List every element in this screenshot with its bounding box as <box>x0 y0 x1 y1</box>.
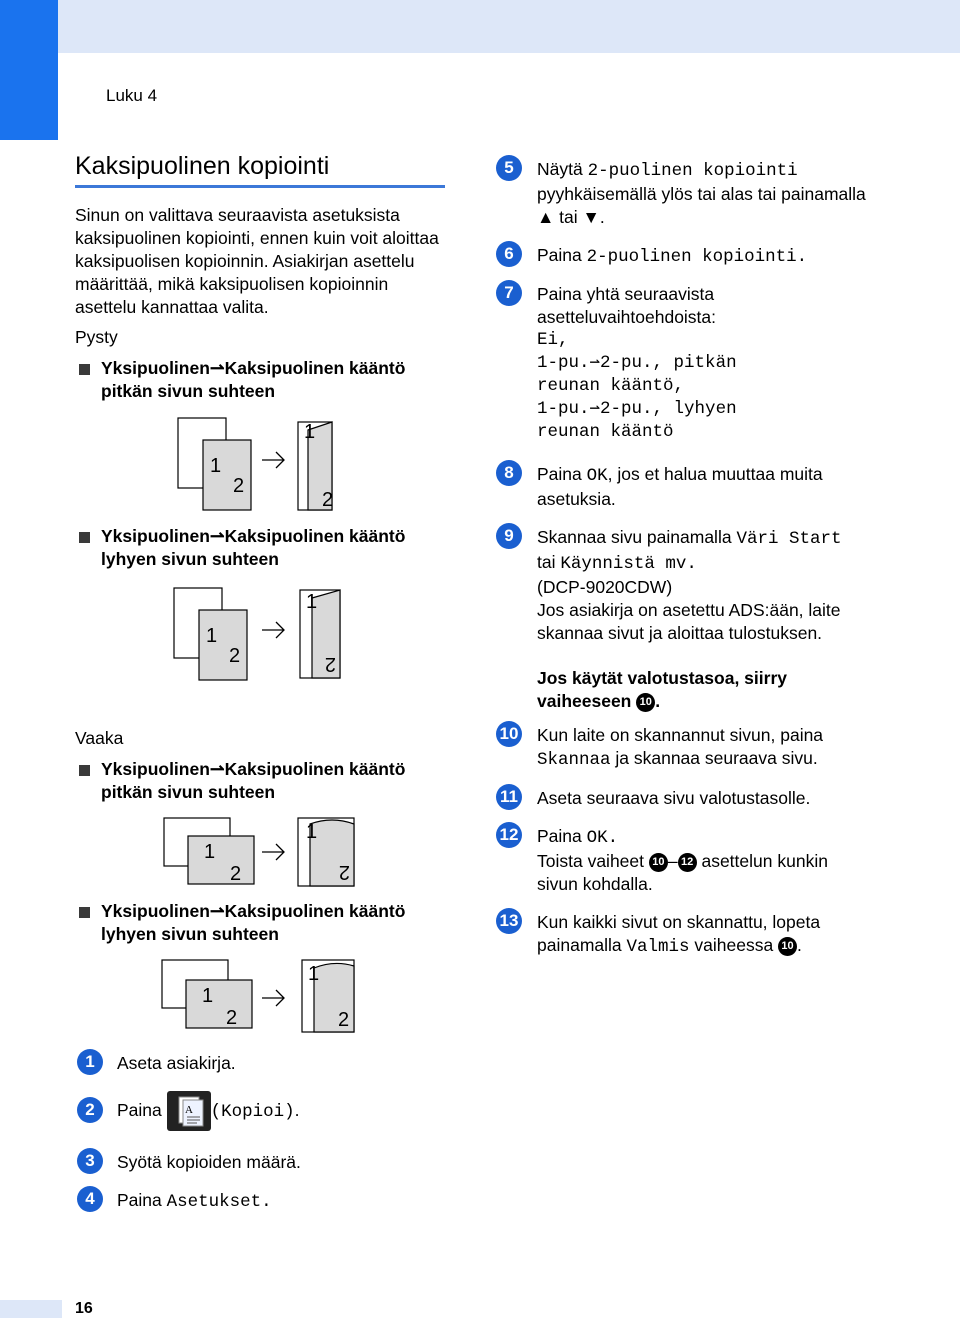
step-2-text <box>117 1088 300 1134</box>
figure-label-one: 1 <box>210 455 222 477</box>
step-2-post: . <box>294 1100 300 1120</box>
layout-option-short-edge: 1-pu.⇀2-pu., lyhyen <box>537 399 737 419</box>
step-3-text: Syötä kopioiden määrä. <box>117 1152 301 1172</box>
step-12-dash: – <box>667 851 678 871</box>
arrow-icon <box>262 990 284 1006</box>
figure-label-one: 1 <box>306 821 318 843</box>
step-badge: 6 <box>496 241 522 267</box>
step-9-adf: Jos asiakirja on asetettu ADS:ään, laite skannaa sivut ja aloittaa tulostuksen. <box>537 600 841 643</box>
arrow-icon <box>262 844 284 860</box>
step-ref-badge: 10 <box>778 937 797 956</box>
step-4-code: Asetukset. <box>166 1192 272 1212</box>
copy-button[interactable] <box>167 1091 211 1131</box>
step-badge: 2 <box>77 1097 103 1123</box>
figure-label-one: 1 <box>206 625 218 647</box>
step-1-text: Aseta asiakirja. <box>117 1053 236 1073</box>
step-badge: 12 <box>496 822 522 848</box>
step-8-post: , jos et halua muuttaa muita asetuksia. <box>537 464 823 509</box>
step-badge: 1 <box>77 1049 103 1075</box>
landscape-short-edge-option: Yksipuolinen⇀Kaksipuolinen kääntö lyhyen sivun suhteen <box>75 900 451 946</box>
figure-label-two-flipped: 2 <box>338 861 350 883</box>
step-badge: 9 <box>496 523 522 549</box>
copy-icon-letter: A <box>184 1104 193 1117</box>
landscape-heading: Vaaka <box>75 728 124 748</box>
title-underline <box>75 185 445 188</box>
figure-label-two: 2 <box>226 1007 238 1029</box>
step-10-post: ja skannaa seuraava sivu. <box>610 748 818 768</box>
figure-label-two-flipped: 2 <box>324 653 336 675</box>
step-10-text <box>537 724 867 772</box>
step-9-code2: Käynnistä mv. <box>560 554 697 574</box>
step-12-text <box>537 825 867 896</box>
chapter-label: Luku 4 <box>106 86 158 105</box>
step-badge: 4 <box>77 1186 103 1212</box>
step-8-text <box>537 463 867 511</box>
figure-label-two: 2 <box>229 645 241 667</box>
step-9-glass-text: Jos käytät valotustasoa, siirry vaiheeseen <box>537 668 787 711</box>
portrait-short-edge-option: Yksipuolinen⇀Kaksipuolinen kääntö lyhyen sivun suhteen <box>75 525 451 571</box>
step-2-pre: Paina <box>117 1100 162 1120</box>
step-badge: 8 <box>496 460 522 486</box>
step-12-code: OK. <box>586 828 619 848</box>
step-4-pre: Paina <box>117 1190 167 1210</box>
figure-label-one: 1 <box>306 591 318 613</box>
step-4-text <box>117 1189 272 1214</box>
step-ref-badge: 12 <box>678 853 697 872</box>
layout-option-long-edge-cont: reunan kääntö, <box>537 376 685 396</box>
portrait-long-edge-figure <box>170 412 350 512</box>
landscape-long-edge-figure <box>160 814 360 890</box>
page-number: 16 <box>75 1300 93 1317</box>
figure-label-two: 2 <box>338 1009 350 1031</box>
layout-option-short-edge-cont: reunan kääntö <box>537 422 674 442</box>
step-badge: 7 <box>496 280 522 306</box>
portrait-heading: Pysty <box>75 327 118 347</box>
landscape-long-edge-option: Yksipuolinen⇀Kaksipuolinen kääntö pitkän sivun suhteen <box>75 758 451 804</box>
step-2-code: (Kopioi) <box>210 1102 295 1122</box>
arrow-icon <box>262 452 284 468</box>
step-13-post: . <box>797 935 802 955</box>
step-13-text <box>537 911 867 959</box>
step-13-mid: vaiheessa <box>689 935 779 955</box>
step-13-code: Valmis <box>626 937 690 957</box>
step-9-pre: Skannaa sivu painamalla <box>537 527 737 547</box>
step-10-pre: Kun laite on skannannut sivun, paina <box>537 725 824 745</box>
step-5-text <box>537 158 867 229</box>
step-badge: 11 <box>496 784 522 810</box>
copy-icon <box>167 1091 211 1131</box>
step-9-glass <box>537 667 877 713</box>
figure-label-one: 1 <box>308 963 320 985</box>
layout-option-off: Ei, <box>537 330 569 350</box>
step-8-pre: Paina <box>537 464 587 484</box>
step-9-text <box>537 526 877 713</box>
step-9-glass-end: . <box>655 691 661 711</box>
step-12-pre: Paina <box>537 826 587 846</box>
step-5-post: pyyhkäisemällä ylös tai alas tai painamalla ▲ tai ▼. <box>537 184 866 227</box>
section-title: Kaksipuolinen kopiointi <box>75 152 330 180</box>
step-13-pre: Kun kaikki sivut on skannattu, lopeta painamalla <box>537 912 821 955</box>
step-ref-badge: 10 <box>649 853 668 872</box>
step-7-pre: Paina yhtä seuraavista asetteluvaihtoehdoista: <box>537 284 717 327</box>
step-6-pre: Paina <box>537 245 587 265</box>
step-12-repeat-post: asettelun kunkin sivun kohdalla. <box>537 851 828 894</box>
figure-label-one: 1 <box>204 841 216 863</box>
step-12-repeat-pre: Toista vaiheet <box>537 851 649 871</box>
step-5-code: 2-puolinen kopiointi <box>587 161 798 181</box>
figure-label-one: 1 <box>304 421 316 443</box>
step-8-code: OK <box>586 466 608 486</box>
header-band <box>58 0 960 53</box>
chapter-tab <box>0 0 58 140</box>
step-11-text: Aseta seuraava sivu valotustasolle. <box>537 788 811 808</box>
step-10-code: Skannaa <box>537 750 611 770</box>
landscape-short-edge-figure <box>158 956 363 1036</box>
portrait-long-edge-option: Yksipuolinen⇀Kaksipuolinen kääntö pitkän sivun suhteen <box>75 357 451 403</box>
figure-label-two: 2 <box>230 863 242 885</box>
portrait-short-edge-figure <box>166 584 351 684</box>
step-badge: 10 <box>496 721 522 747</box>
figure-label-one: 1 <box>202 985 214 1007</box>
step-5-pre: Näytä <box>537 159 588 179</box>
step-badge: 5 <box>496 155 522 181</box>
figure-label-two: 2 <box>322 489 334 511</box>
step-7-text <box>537 283 797 444</box>
step-badge: 3 <box>77 1148 103 1174</box>
step-9-code: Väri Start <box>736 529 842 549</box>
step-6-code: 2-puolinen kopiointi. <box>586 247 808 267</box>
intro-paragraph: Sinun on valittava seuraavista asetuksista kaksipuolinen kopiointi, ennen kuin voit aloittaa kaksipuolisen kopioinnin. Asiakirjan asettelu määrittää, mikä kaksipuolisen kopioinnin asettelu kannattaa valita. <box>75 205 439 317</box>
arrow-icon <box>262 622 284 638</box>
step-9-mid: tai <box>537 552 561 572</box>
step-ref-badge: 10 <box>636 693 655 712</box>
step-6-text <box>537 244 807 269</box>
footer-band <box>0 1300 62 1318</box>
figure-label-two: 2 <box>233 475 245 497</box>
step-9-model: (DCP-9020CDW) <box>537 577 673 597</box>
step-badge: 13 <box>496 908 522 934</box>
layout-option-long-edge: 1-pu.⇀2-pu., pitkän <box>537 353 737 373</box>
